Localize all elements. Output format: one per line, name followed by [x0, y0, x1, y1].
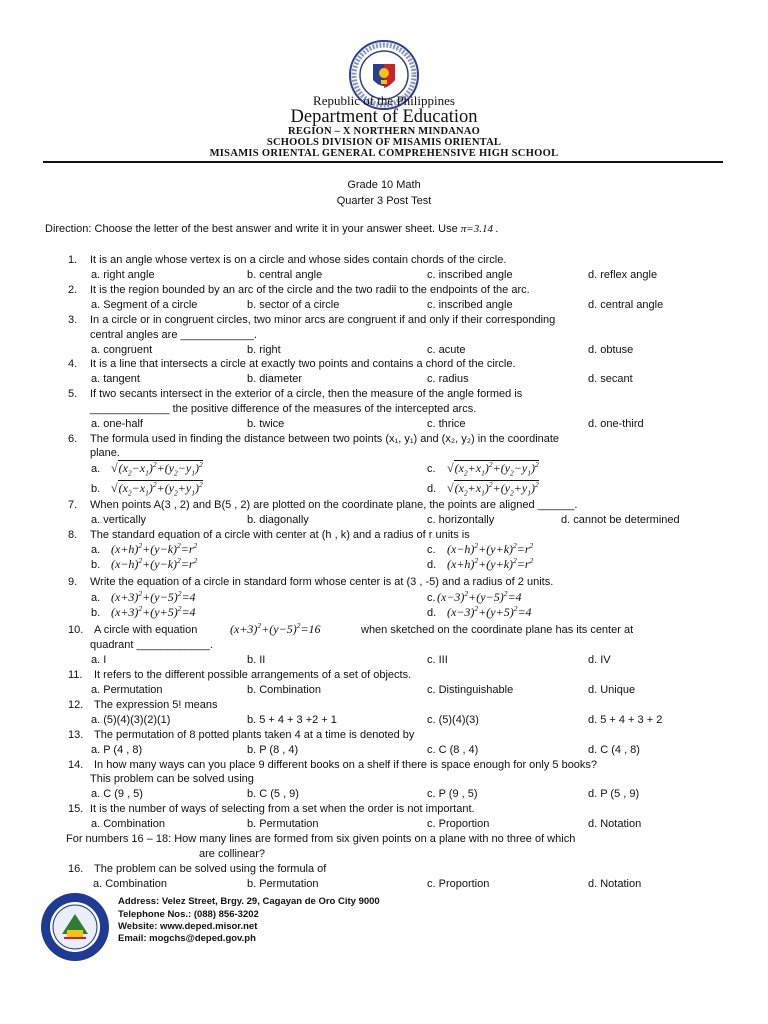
answer-choice: b.: [91, 483, 101, 495]
question-number: 12.: [68, 699, 84, 711]
question-stem: Write the equation of a circle in standard form whose center is at (3 , -5) and a radius of 2 units.: [90, 576, 554, 588]
answer-choice: a. tangent: [91, 373, 140, 385]
answer-choice: a. I: [91, 654, 107, 666]
republic-line: Republic of the Philippines: [313, 93, 455, 108]
answer-choice: b. C (5 , 9): [247, 788, 299, 800]
question-stem: The formula used in finding the distance between two points (x₁, y₁) and (x₂, y₂) in the coordinate: [90, 433, 560, 445]
group-instruction: are collinear?: [199, 848, 266, 860]
school-logo: [40, 892, 110, 962]
answer-choice: b. sector of a circle: [247, 299, 340, 311]
question-stem: The permutation of 8 potted plants taken 4 at a time is denoted by: [94, 729, 415, 741]
answer-choice: b. diameter: [247, 373, 303, 385]
answer-choice: b. Permutation: [247, 818, 319, 830]
answer-choice: a. P (4 , 8): [91, 744, 143, 756]
answer-choice: a.: [91, 592, 101, 604]
answer-choice: c. C (8 , 4): [427, 744, 479, 756]
answer-choice: b. right: [247, 344, 281, 356]
question-stem: When points A(3 , 2) and B(5 , 2) are plotted on the coordinate plane, the points are aligned ______.: [90, 499, 578, 511]
answer-choice: a. Combination: [91, 818, 165, 830]
question-number: 11.: [68, 669, 83, 681]
answer-choice: b. central angle: [247, 269, 323, 281]
quarter-title: Quarter 3 Post Test: [336, 195, 432, 207]
formula-choice: $(x-3)^2+(y-5)^2=4$: [437, 589, 522, 604]
question-stem: A circle with equation: [94, 624, 198, 636]
question-stem: central angles are ____________.: [90, 329, 257, 341]
answer-choice: c.: [427, 592, 436, 604]
question-stem: It is the number of ways of selecting from a set when the order is not important.: [90, 803, 475, 815]
answer-choice: c. acute: [427, 344, 466, 356]
answer-choice: a. Combination: [93, 878, 167, 890]
question-stem: The standard equation of a circle with center at (h , k) and a radius of r units is: [90, 529, 470, 541]
question-stem: This problem can be solved using: [90, 773, 254, 785]
question-number: 14.: [68, 759, 84, 771]
answer-choice: d. cannot be determined: [561, 514, 680, 526]
answer-choice: a. congruent: [91, 344, 153, 356]
question-stem: quadrant ____________.: [90, 639, 213, 651]
formula-choice: $√(x_2+x_1)^2+(y_2+y_1)^2$: [447, 480, 539, 498]
question-number: 8.: [68, 529, 78, 541]
answer-choice: a. one-half: [91, 418, 143, 430]
answer-choice: c. thrice: [427, 418, 466, 430]
question-number: 7.: [68, 499, 78, 511]
answer-choice: b. II: [247, 654, 266, 666]
pi-value: π=3.14 .: [460, 223, 499, 235]
answer-choice: c. radius: [427, 373, 469, 385]
footer-email: Email: mogchs@deped.gov.ph: [118, 933, 256, 944]
answer-choice: a. C (9 , 5): [91, 788, 143, 800]
answer-choice: d. Notation: [588, 878, 642, 890]
answer-choice: d. Unique: [588, 684, 636, 696]
question-number: 15.: [68, 803, 84, 815]
answer-choice: d. one-third: [588, 418, 644, 430]
question-stem: In a circle or in congruent circles, two minor arcs are congruent if and only if their corresponding: [90, 314, 556, 326]
answer-choice: c. Distinguishable: [427, 684, 514, 696]
formula-choice: $(x+3)^2+(y+5)^2=4$: [111, 604, 196, 619]
question-number: 2.: [68, 284, 78, 296]
question-number: 4.: [68, 358, 78, 370]
formula-choice: $√(x_2-x_1)^2+(y_2-y_1)^2$: [111, 460, 203, 478]
question-number: 1.: [68, 254, 78, 266]
question-stem: The problem can be solved using the formula of: [94, 863, 327, 875]
group-instruction: For numbers 16 – 18: How many lines are formed from six given points on a plane with no three of which: [66, 833, 576, 845]
answer-choice: a. Segment of a circle: [91, 299, 198, 311]
answer-choice: a. (5)(4)(3)(2)(1): [91, 714, 171, 726]
answer-choice: d. 5 + 4 + 3 + 2: [588, 714, 663, 726]
question-number: 5.: [68, 388, 78, 400]
question-number: 9.: [68, 576, 78, 588]
answer-choice: c. inscribed angle: [427, 299, 513, 311]
answer-choice: d. IV: [588, 654, 611, 666]
question-stem: when sketched on the coordinate plane has its center at: [361, 624, 634, 636]
department-name: Department of Education: [290, 107, 478, 127]
answer-choice: b.: [91, 607, 101, 619]
formula-choice: $(x-h)^2+(y+k)^2=r^2$: [447, 541, 534, 556]
answer-choice: c. (5)(4)(3): [427, 714, 479, 726]
answer-choice: a. right angle: [91, 269, 155, 281]
question-number: 6.: [68, 433, 78, 445]
answer-choice: c.: [427, 544, 436, 556]
question-stem: It refers to the different possible arrangements of a set of objects.: [94, 669, 412, 681]
answer-choice: d. reflex angle: [588, 269, 658, 281]
footer-website: Website: www.deped.misor.net: [118, 921, 258, 932]
answer-choice: d. C (4 , 8): [588, 744, 640, 756]
grade-title: Grade 10 Math: [347, 179, 421, 191]
answer-choice: b. 5 + 4 + 3 +2 + 1: [247, 714, 337, 726]
school-name: MISAMIS ORIENTAL GENERAL COMPREHENSIVE HIGH SCHOOL: [209, 148, 559, 159]
question-stem: It is a line that intersects a circle at exactly two points and contains a chord of the circle.: [90, 358, 516, 370]
direction-text: Direction: Choose the letter of the best answer and write it in your answer sheet. Use: [45, 223, 461, 235]
directions: [45, 223, 498, 235]
question-number: 16.: [68, 863, 84, 875]
formula-choice: $√(x_2+x_1)^2+(y_2-y_1)^2$: [447, 460, 539, 478]
answer-choice: b. Combination: [247, 684, 321, 696]
answer-choice: b. P (8 , 4): [247, 744, 299, 756]
answer-choice: d.: [427, 483, 437, 495]
answer-choice: a. vertically: [91, 514, 147, 526]
answer-choice: c. Proportion: [427, 818, 490, 830]
answer-choice: d. Notation: [588, 818, 642, 830]
answer-choice: c. horizontally: [427, 514, 495, 526]
answer-choice: c. P (9 , 5): [427, 788, 478, 800]
answer-choice: c.: [427, 463, 436, 475]
question-stem: If two secants intersect in the exterior of a circle, then the measure of the angle formed is: [90, 388, 523, 400]
answer-choice: d.: [427, 559, 437, 571]
question-stem: _____________ the positive difference of the measures of the intercepted arcs.: [90, 403, 477, 415]
division-line: SCHOOLS DIVISION OF MISAMIS ORIENTAL: [266, 137, 502, 148]
answer-choice: b. diagonally: [247, 514, 309, 526]
answer-choice: b. twice: [247, 418, 285, 430]
formula-inline: $(x+3)^2+(y-5)^2=16$: [230, 621, 321, 636]
footer-telephone: Telephone Nos.: (088) 856-3202: [118, 909, 259, 920]
question-number: 13.: [68, 729, 84, 741]
formula-choice: $(x+h)^2+(y+k)^2=r^2$: [447, 556, 534, 571]
question-stem: It is an angle whose vertex is on a circle and whose sides contain chords of the circle.: [90, 254, 507, 266]
answer-choice: d. secant: [588, 373, 633, 385]
answer-choice: d. P (5 , 9): [588, 788, 640, 800]
region-line: REGION – X NORTHERN MINDANAO: [288, 126, 480, 137]
answer-choice: d. central angle: [588, 299, 664, 311]
answer-choice: a.: [91, 544, 101, 556]
answer-choice: c. inscribed angle: [427, 269, 513, 281]
answer-choice: c. III: [427, 654, 448, 666]
answer-choice: b.: [91, 559, 101, 571]
answer-choice: d. obtuse: [588, 344, 634, 356]
formula-choice: $(x-h)^2+(y-k)^2=r^2$: [111, 556, 198, 571]
answer-choice: a.: [91, 463, 101, 475]
question-stem: It is the region bounded by an arc of the circle and the two radii to the endpoints of the arc.: [90, 284, 530, 296]
formula-choice: $√(x_2-x_1)^2+(y_2+y_1)^2$: [111, 480, 203, 498]
formula-choice: $(x-3)^2+(y+5)^2=4$: [447, 604, 532, 619]
answer-choice: c. Proportion: [427, 878, 490, 890]
header-divider: [43, 161, 723, 163]
question-stem: plane.: [90, 447, 120, 459]
question-stem: The expression 5! means: [94, 699, 218, 711]
question-number: 3.: [68, 314, 78, 326]
formula-choice: $(x+h)^2+(y-k)^2=r^2$: [111, 541, 198, 556]
answer-choice: d.: [427, 607, 437, 619]
answer-choice: a. Permutation: [91, 684, 163, 696]
question-number: 10.: [68, 624, 84, 636]
question-stem: In how many ways can you place 9 different books on a shelf if there is space enough for only 5 books?: [94, 759, 598, 771]
footer-address: Address: Velez Street, Brgy. 29, Cagayan de Oro City 9000: [118, 896, 380, 907]
answer-choice: b. Permutation: [247, 878, 319, 890]
formula-choice: $(x+3)^2+(y-5)^2=4$: [111, 589, 196, 604]
